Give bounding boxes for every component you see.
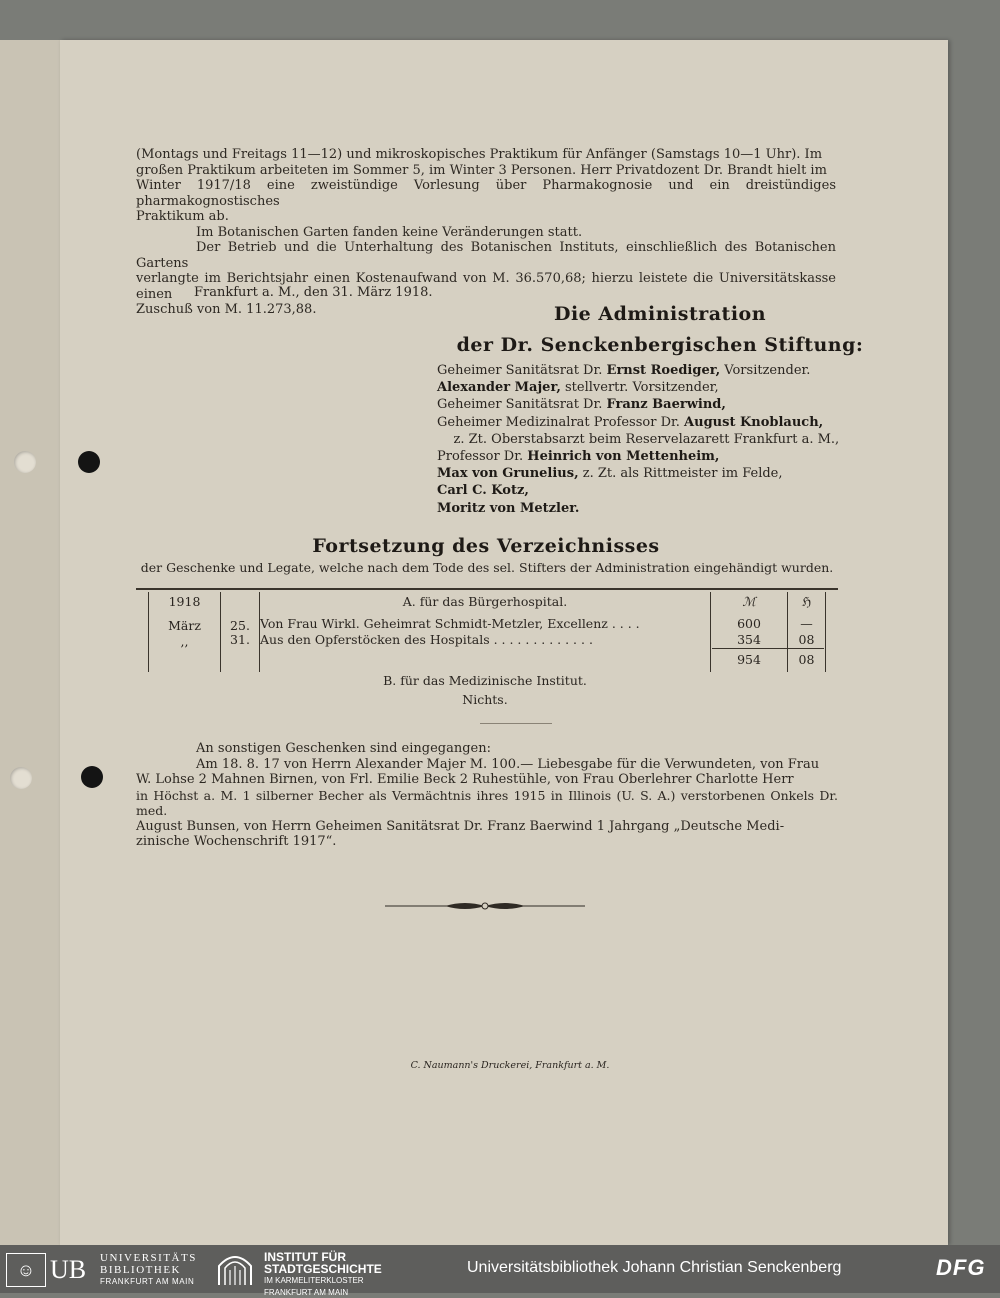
table-header-pf: ℌ — [788, 594, 825, 609]
continuation-title: Fortsetzung des Verzeichnisses — [136, 535, 836, 557]
text-line: An sonstigen Geschenken sind eingegangen: — [136, 741, 838, 757]
text-line: August Bunsen, von Herrn Geheimen Sanitätsrat Dr. Franz Baerwind 1 Jahrgang „Deutsche Medi- — [136, 819, 838, 835]
library-name[interactable]: Universitätsbibliothek Johann Christian Senckenberg — [467, 1259, 841, 1277]
other-gifts-paragraph — [136, 741, 838, 850]
table-row-text: Von Frau Wirkl. Geheimrat Schmidt-Metzler, Excellenz . . . . — [260, 616, 705, 631]
member-line: Carl C. Kotz, — [437, 482, 839, 499]
punch-hole — [81, 766, 103, 788]
section-b-heading: B. für das Medizinische Institut. — [260, 673, 710, 688]
isg-arch-icon — [215, 1252, 255, 1286]
table-row-day: 31. — [221, 632, 259, 647]
date-line: Frankfurt a. M., den 31. März 1918. — [194, 285, 433, 300]
printer-imprint: C. Naumann's Druckerei, Frankfurt a. M. — [310, 1060, 710, 1071]
table-column-rule — [825, 592, 826, 672]
isg-logo-line: INSTITUT FÜR — [264, 1252, 382, 1264]
text-line: in Höchst a. M. 1 silberner Becher als Vermächtnis ihres 1915 in Illinois (U. S. A.) verstorbenen Onkels Dr. med. — [136, 788, 838, 819]
text-line: Praktikum ab. — [136, 209, 836, 225]
isg-logo-line: IM KARMELITERKLOSTER — [264, 1275, 382, 1287]
text-line: verlangte im Berichtsjahr einen Kostenaufwand von M. 36.570,68; hierzu leistete die Universitätskasse einen — [136, 271, 836, 302]
dfg-logo: DFG — [936, 1255, 985, 1281]
member-line: Professor Dr. Heinrich von Mettenheim, — [437, 448, 839, 465]
table-row-day: 25. — [221, 618, 259, 633]
table-sum-rule — [712, 648, 824, 649]
member-line: Moritz von Metzler. — [437, 500, 839, 517]
ub-portrait-icon: ☺ — [6, 1253, 46, 1287]
text-line: Im Botanischen Garten fanden keine Veränderungen statt. — [136, 225, 836, 241]
table-row-month: März — [149, 618, 220, 633]
member-line: z. Zt. Oberstabsarzt beim Reservelazarett Frankfurt a. M., — [437, 431, 839, 448]
text-line: Zuschuß von M. 11.273,88. — [136, 302, 836, 318]
administration-title: Die Administration — [440, 303, 880, 325]
text-line: (Montags und Freitags 11—12) und mikroskopisches Praktikum für Anfänger (Samstags 10—1 Uhr). Im — [136, 147, 836, 163]
table-header-mark: ℳ — [711, 594, 787, 609]
administration-members — [437, 362, 839, 517]
ub-logo-letters: UB — [50, 1255, 86, 1285]
divider — [480, 723, 552, 724]
isg-logo-text — [264, 1252, 382, 1298]
table-row-month: ,, — [149, 634, 220, 649]
section-b-nothing: Nichts. — [260, 692, 710, 707]
table-row-pf: 08 — [788, 632, 825, 647]
punch-hole — [78, 451, 100, 473]
table-total-mark: 954 — [711, 652, 787, 667]
footer-bar — [0, 1245, 1000, 1293]
table-row-pf: — — [788, 616, 825, 631]
member-line: Alexander Majer, stellvertr. Vorsitzender, — [437, 379, 839, 396]
text-line: Winter 1917/18 eine zweistündige Vorlesung über Pharmakognosie und ein dreistündiges pharmakognostisches — [136, 178, 836, 209]
previous-page-edge — [0, 40, 61, 1245]
text-line: Der Betrieb und die Unterhaltung des Botanischen Instituts, einschließlich des Botanischen Gartens — [136, 240, 836, 271]
text-line: W. Lohse 2 Mahnen Birnen, von Frl. Emilie Beck 2 Ruhestühle, von Frau Oberlehrer Charlotte Herr — [136, 772, 838, 788]
table-row-mark: 354 — [711, 632, 787, 647]
administration-subtitle: der Dr. Senckenbergischen Stiftung: — [440, 334, 880, 356]
document-page — [60, 40, 948, 1245]
isg-logo-line: FRANKFURT AM MAIN — [264, 1287, 382, 1298]
member-line: Geheimer Sanitätsrat Dr. Ernst Roediger, Vorsitzender. — [437, 362, 839, 379]
table-section-a: A. für das Bürgerhospital. — [260, 594, 710, 609]
text-line: zinische Wochenschrift 1917“. — [136, 834, 838, 850]
table-row-mark: 600 — [711, 616, 787, 631]
table-top-rule — [136, 588, 838, 590]
text-line: großen Praktikum arbeiteten im Sommer 5, im Winter 3 Personen. Herr Privatdozent Dr. Brandt hielt im — [136, 163, 836, 179]
ub-logo-text — [100, 1253, 197, 1288]
ub-logo-line: BIBLIOTHEK — [100, 1265, 197, 1277]
member-line: Geheimer Medizinalrat Professor Dr. August Knoblauch, — [437, 414, 839, 431]
ornament-divider — [385, 898, 585, 914]
table-row-text: Aus den Opferstöcken des Hospitals . . . . . . . . . . . . . — [260, 632, 705, 647]
ub-logo-line: FRANKFURT AM MAIN — [100, 1276, 197, 1288]
ub-logo-line: UNIVERSITÄTS — [100, 1253, 197, 1265]
member-line: Geheimer Sanitätsrat Dr. Franz Baerwind, — [437, 396, 839, 413]
text-line: Am 18. 8. 17 von Herrn Alexander Majer M. 100.— Liebesgabe für die Verwundeten, von Frau — [136, 757, 838, 773]
isg-logo-line: STADTGESCHICHTE — [264, 1264, 382, 1276]
member-line: Max von Grunelius, z. Zt. als Rittmeister im Felde, — [437, 465, 839, 482]
punch-hole — [10, 767, 32, 789]
table-year: 1918 — [149, 594, 220, 609]
punch-hole — [14, 451, 36, 473]
table-total-pf: 08 — [788, 652, 825, 667]
continuation-subtitle: der Geschenke und Legate, welche nach dem Tode des sel. Stifters der Administration eingehändigt wurden. — [136, 560, 838, 575]
